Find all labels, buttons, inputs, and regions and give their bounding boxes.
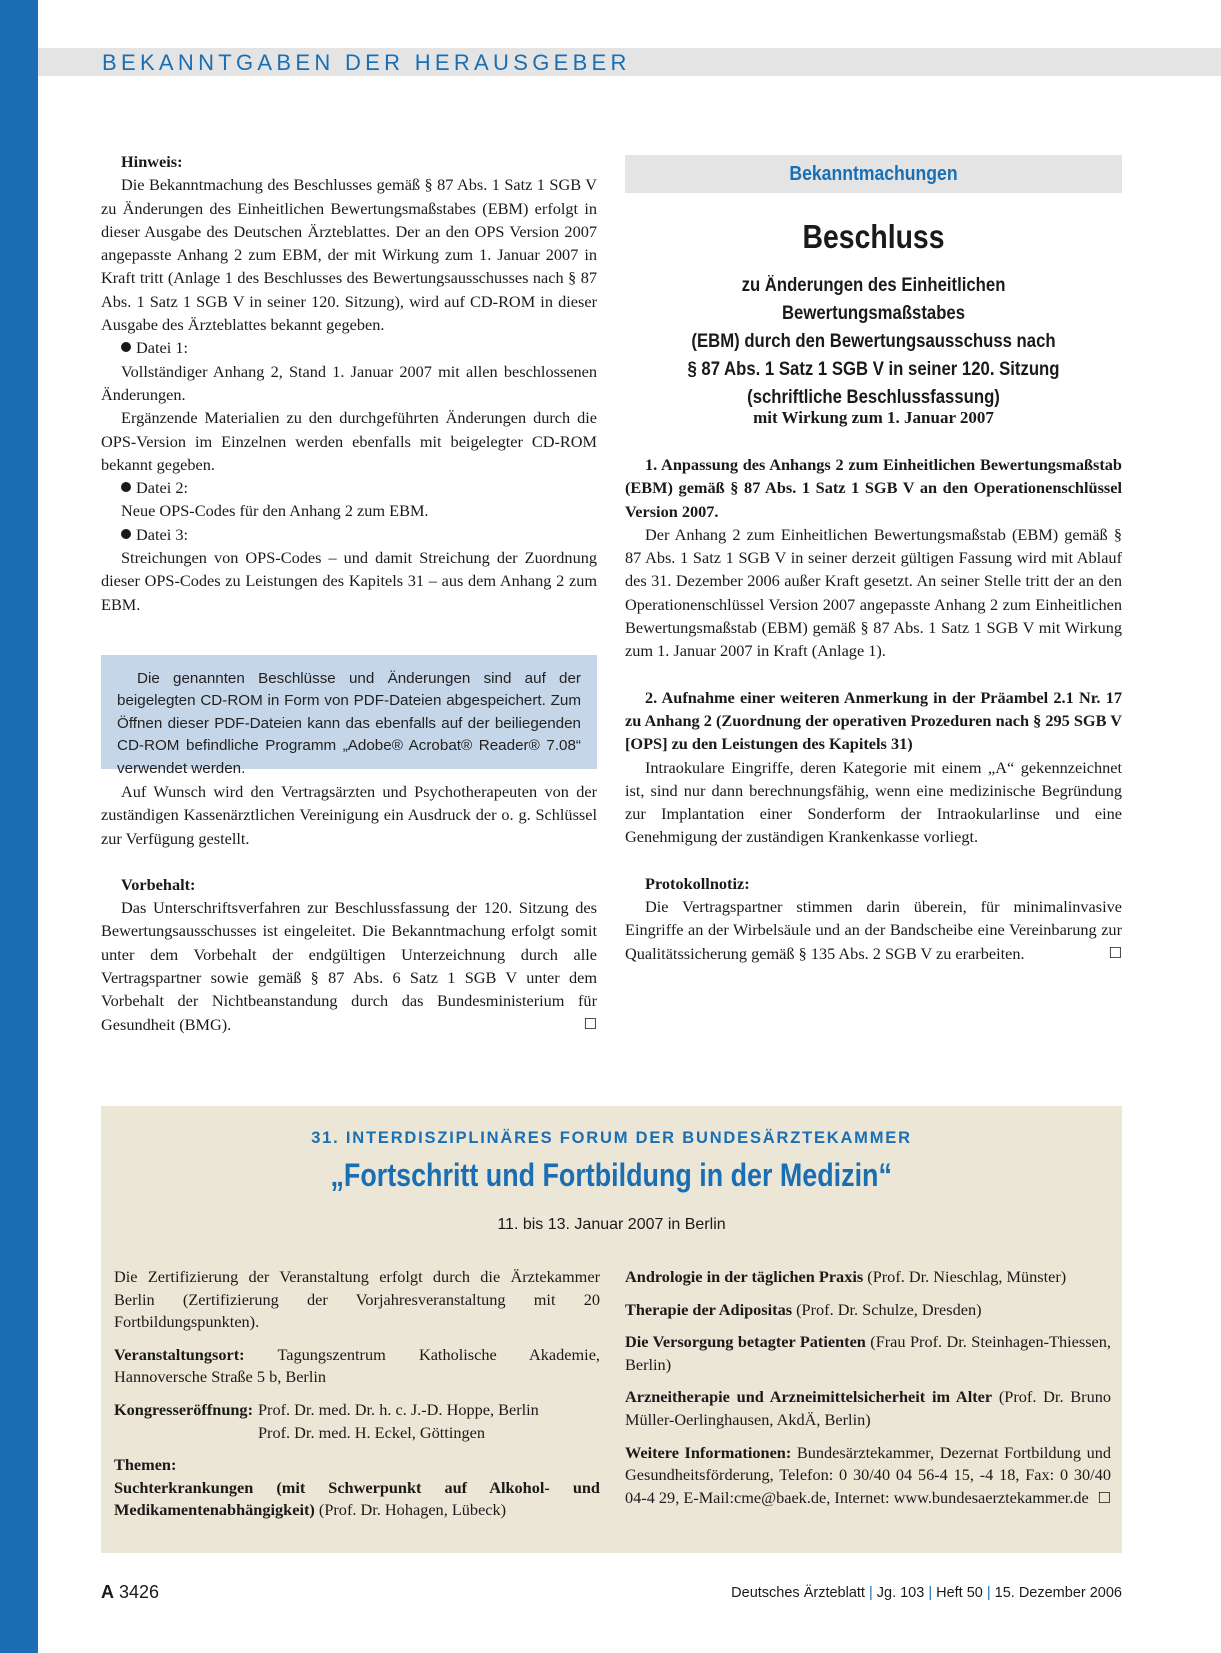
protokoll-text: Die Vertragspartner stimmen darin überein, für minimalinvasive Eingriffe an der Wirbelsäule und an der Bandscheibe eine Vereinbarung zur Qualitätssicherung gemäß § 135 Abs. 2 SGB V zu erarbeiten. ☐ <box>625 897 1122 963</box>
datei2-text: Neue OPS-Codes für den Anhang 2 zum EBM. <box>121 501 429 521</box>
bullet-icon <box>121 482 131 492</box>
end-mark-icon: ☐ <box>1108 943 1122 962</box>
protokoll-title: Protokollnotiz: <box>645 873 750 893</box>
bullet-icon <box>121 529 131 539</box>
page-number: A 3426 <box>101 1582 160 1602</box>
cd-rom-info-box: Die genannten Beschlüsse und Änderungen sind auf der beigelegten CD-ROM in Form von PDF-Dateien abgespeichert. Zum Öffnen dieser PDF-Dateien kann das ebenfalls auf der beiliegenden CD-ROM befindliche Programm „Adobe® Acrobat® Reader® 7.08“ verwendet werden. <box>101 655 597 769</box>
kongress-label: Kongresseröffnung: <box>114 1399 253 1419</box>
info-text: Bundesärztekammer, Dezernat Fortbildung und Gesundheitsförderung, Telefon: 0 30/40 04 56-4 15, -4 18, Fax: 0 30/40 04-4 29, E-Mail:cme@baek.de, Internet: www.bundesaerztekammer.de <box>625 1442 1111 1507</box>
topic-item: Therapie der Adipositas (Prof. Dr. Schulze, Dresden) <box>625 1299 982 1319</box>
left-accent-bar <box>0 0 38 1653</box>
forum-left-column <box>114 1266 600 1532</box>
subtitle-line: § 87 Abs. 1 Satz 1 SGB V in seiner 120. Sitzung <box>687 359 1060 380</box>
section-header: BEKANNTGABEN DER HERAUSGEBER <box>102 50 631 75</box>
beschluss-title: Beschluss <box>802 218 945 255</box>
hinweis-text: Die Bekanntmachung des Beschlusses gemäß § 87 Abs. 1 Satz 1 SGB V zu Änderungen des Einheitlichen Bewertungsmaßstabes (EBM) erfolgt in dieser Ausgabe des Deutschen Ärzteblattes. Der an den OPS Version 2007 angepasste Anhang 2 zum EBM, der mit Wirkung zum 1. Januar 2007 in Kraft tritt (Anlage 1 des Beschlusses des Bewertungsausschusses nach § 87 Abs. 1 Satz 1 SGB V in seiner 120. Sitzung), wird auf CD-ROM in dieser Ausgabe des Ärzteblattes bekannt gegeben. <box>101 175 597 335</box>
topic-item: Die Versorgung betagter Patienten (Frau Prof. Dr. Steinhagen-Thiessen, Berlin) <box>625 1332 1111 1374</box>
ort-label: Veranstaltungsort: <box>114 1344 245 1364</box>
datei3-item <box>101 523 597 546</box>
journal-date: 15. Dezember 2006 <box>994 1585 1122 1601</box>
subtitle-line: (EBM) durch den Bewertungsausschuss nach <box>691 331 1056 352</box>
zertifizierung-text: Die Zertifizierung der Veranstaltung erfolgt durch die Ärztekammer Berlin (Zertifizierung der Vorjahresveranstaltung mit 20 Fortbildungspunkten). <box>114 1267 600 1332</box>
datei2-item <box>101 476 597 499</box>
hinweis-title: Hinweis: <box>121 152 183 171</box>
topic-item: Arzneitherapie und Arzneimittelsicherheit im Alter (Prof. Dr. Bruno Müller-Oerlinghausen, AkdÄ, Berlin) <box>625 1387 1111 1429</box>
forum-date: 11. bis 13. Januar 2007 in Berlin <box>497 1216 726 1233</box>
ort-text: Tagungszentrum Katholische Akademie, Hannoversche Straße 5 b, Berlin <box>114 1344 600 1387</box>
datei1-item <box>101 336 597 359</box>
datei1-text: Vollständiger Anhang 2, Stand 1. Januar 2007 mit allen beschlossenen Änderungen. <box>101 361 597 404</box>
kongresseroeffnung <box>114 1399 600 1444</box>
end-mark-icon: ☐ <box>1097 1488 1111 1507</box>
forum-right-column <box>625 1266 1111 1519</box>
section2-text: Intraokulare Eingriffe, deren Kategorie mit einem „A“ gekennzeichnet ist, sind nur dann berechnungsfähig, wenn eine medizinische Begründung zur Implantation einer Sonderform der Intraokularlinse und eine Genehmigung der zuständigen Krankenkasse vorliegt. <box>625 757 1122 847</box>
left-column-lower <box>101 780 597 1036</box>
journal-volume: Jg. 103 <box>876 1585 925 1601</box>
wirkung-line: mit Wirkung zum 1. Januar 2007 <box>753 408 994 427</box>
journal-name: Deutsches Ärzteblatt <box>731 1585 865 1601</box>
bekanntmachungen-label: Bekanntmachungen <box>789 163 958 185</box>
datei3-label: Datei 3: <box>136 524 188 544</box>
weitere-informationen <box>625 1442 1111 1510</box>
end-mark-icon: ☐ <box>583 1014 597 1033</box>
kongress-speaker: Prof. Dr. med. H. Eckel, Göttingen <box>258 1422 485 1442</box>
wunsch-text: Auf Wunsch wird den Vertragsärzten und Psychotherapeuten von der zuständigen Kassenärztlichen Vereinigung ein Ausdruck der o. g. Schlüssel zur Verfügung gestellt. <box>101 782 597 848</box>
themen-label: Themen: <box>114 1455 177 1475</box>
datei3-text: Streichungen von OPS-Codes – und damit Streichung der Zuordnung dieser OPS-Codes zu Leistungen des Kapitels 31 – aus dem Anhang 2 zum EBM. <box>101 548 597 614</box>
section1-text: Der Anhang 2 zum Einheitlichen Bewertungsmaßstab (EBM) gemäß § 87 Abs. 1 Satz 1 SGB V in seiner derzeit gültigen Fassung wird mit Ablauf des 31. Dezember 2006 außer Kraft gesetzt. An seiner Stelle tritt der an den Operationenschlüssel Version 2007 angepasste Anhang 2 zum Einheitlichen Bewertungsmaßstab (EBM) gemäß § 87 Abs. 1 Satz 1 SGB V mit Wirkung zum 1. Januar 2007 in Kraft (Anlage 1). <box>625 524 1122 661</box>
kongress-speaker: Prof. Dr. med. Dr. h. c. J.-D. Hoppe, Berlin <box>258 1399 539 1419</box>
ergaenzend-text: Ergänzende Materialien zu den durchgeführten Änderungen durch die OPS-Version im Einzelnen werden ebenfalls mit beigelegter CD-ROM bekannt gegeben. <box>101 408 597 474</box>
datei1-label: Datei 1: <box>136 338 188 358</box>
forum-kicker: 31. INTERDISZIPLINÄRES FORUM DER BUNDESÄRZTEKAMMER <box>311 1129 912 1147</box>
datei2-label: Datei 2: <box>136 478 188 498</box>
forum-announcement-box <box>101 1106 1122 1553</box>
veranstaltungsort <box>114 1344 600 1389</box>
topic-item: Suchterkrankungen (mit Schwerpunkt auf Alkohol- und Medikamentenabhängigkeit) (Prof. Dr. Hohagen, Lübeck) <box>114 1477 600 1520</box>
section2-heading: 2. Aufnahme einer weiteren Anmerkung in der Präambel 2.1 Nr. 17 zu Anhang 2 (Zuordnung der operativen Prozeduren nach § 295 SGB V [OPS] zu den Leistungen des Kapitels 31) <box>625 687 1122 754</box>
vorbehalt-title: Vorbehalt: <box>121 874 196 894</box>
journal-issue: Heft 50 <box>936 1585 983 1601</box>
topic-item: Andrologie in der täglichen Praxis (Prof. Dr. Nieschlag, Münster) <box>625 1267 1067 1286</box>
bullet-icon <box>121 342 131 352</box>
vorbehalt-text: Das Unterschriftsverfahren zur Beschlussfassung der 120. Sitzung des Bewertungsausschusses ist eingeleitet. Die Bekanntmachung erfolgt somit unter dem Vorbehalt der endgültigen Unterzeichnung durch alle Vertragspartner sowie gemäß § 87 Abs. 6 Satz 1 SGB V unter dem Vorbehalt der Nichtbeanstandung durch das Bundesministerium für Gesundheit (BMG). ☐ <box>101 898 597 1034</box>
info-label: Weitere Informationen: <box>625 1442 792 1462</box>
journal-footer: Deutsches Ärzteblatt | Jg. 103 | Heft 50 | 15. Dezember 2006 <box>731 1585 1122 1601</box>
left-column <box>101 150 597 616</box>
subtitle-line: zu Änderungen des Einheitlichen Bewertungsmaßstabes <box>741 275 1006 324</box>
beschluss-subtitle <box>625 272 1122 412</box>
bekanntmachungen-band <box>625 155 1122 193</box>
section1-heading: 1. Anpassung des Anhangs 2 zum Einheitlichen Bewertungsmaßstab (EBM) gemäß § 87 Abs. 1 Satz 1 SGB V an den Operationenschlüssel Version 2007. <box>625 455 1122 521</box>
forum-title: „Fortschritt und Fortbildung in der Medizin“ <box>330 1157 893 1193</box>
right-column-body <box>625 453 1122 965</box>
subtitle-line: (schriftliche Beschlussfassung) <box>747 387 1000 408</box>
